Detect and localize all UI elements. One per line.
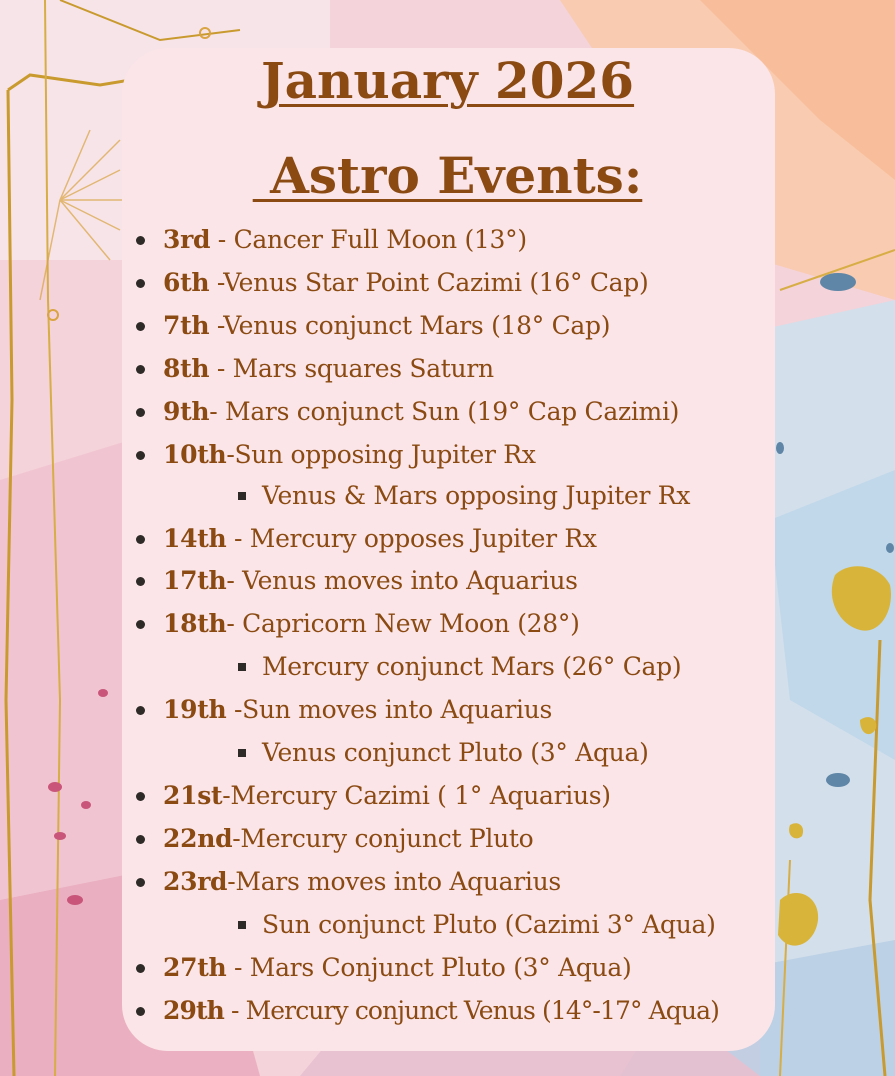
bullet-icon — [136, 535, 145, 544]
event-text: - Mercury conjunct Venus (14°-17° Aqua) — [223, 996, 719, 1025]
event-date: 3rd — [163, 225, 211, 254]
event-date: 10th — [163, 440, 227, 469]
event-subtext: Venus conjunct Pluto (3° Aqua) — [262, 738, 649, 767]
bullet-icon — [136, 835, 145, 844]
bullet-icon — [136, 792, 145, 801]
event-text: -Mars moves into Aquarius — [227, 867, 561, 896]
event-date: 21st — [163, 781, 223, 810]
event-date: 23rd — [163, 867, 228, 896]
event-item — [0, 521, 895, 557]
bullet-icon — [136, 322, 145, 331]
event-date: 9th — [163, 397, 210, 426]
event-text: - Cancer Full Moon (13°) — [210, 225, 527, 254]
event-item — [0, 950, 895, 986]
bullet-icon — [136, 279, 145, 288]
event-date: 19th — [163, 695, 227, 724]
bullet-icon — [136, 451, 145, 460]
bullet-icon — [136, 1007, 145, 1016]
event-date: 8th — [163, 354, 210, 383]
event-text: - Mars squares Saturn — [209, 354, 494, 383]
event-date: 27th — [163, 953, 227, 982]
event-item — [0, 778, 895, 814]
event-text: -Mercury conjunct Pluto — [232, 824, 534, 853]
event-text: - Mars Conjunct Pluto (3° Aqua) — [226, 953, 632, 982]
event-subtext: Venus & Mars opposing Jupiter Rx — [262, 481, 691, 510]
event-text: -Mercury Cazimi ( 1° Aquarius) — [222, 781, 611, 810]
event-date: 18th — [163, 609, 227, 638]
event-text: -Sun opposing Jupiter Rx — [226, 440, 536, 469]
bullet-icon — [136, 408, 145, 417]
event-item — [0, 563, 895, 599]
event-text: - Venus moves into Aquarius — [226, 566, 578, 595]
event-date: 29th — [163, 996, 224, 1025]
bullet-icon — [136, 365, 145, 374]
event-text: - Mars conjunct Sun (19° Cap Cazimi) — [209, 397, 680, 426]
event-text: -Venus Star Point Cazimi (16° Cap) — [209, 268, 649, 297]
square-bullet-icon — [238, 663, 246, 671]
event-item — [0, 351, 895, 387]
event-item — [0, 993, 895, 1029]
page-title-line2: Astro Events: — [252, 146, 643, 205]
event-text: -Venus conjunct Mars (18° Cap) — [209, 311, 611, 340]
square-bullet-icon — [238, 492, 246, 500]
square-bullet-icon — [238, 749, 246, 757]
event-text: - Capricorn New Moon (28°) — [226, 609, 580, 638]
event-date: 6th — [163, 268, 210, 297]
event-subtext: Sun conjunct Pluto (Cazimi 3° Aqua) — [262, 910, 716, 939]
event-item — [0, 308, 895, 344]
event-subitem — [0, 649, 895, 685]
event-text: - Mercury opposes Jupiter Rx — [226, 524, 597, 553]
event-item — [0, 265, 895, 301]
event-item — [0, 606, 895, 642]
event-date: 14th — [163, 524, 227, 553]
event-item — [0, 692, 895, 728]
square-bullet-icon — [238, 921, 246, 929]
event-subitem — [0, 735, 895, 771]
event-subtext: Mercury conjunct Mars (26° Cap) — [262, 652, 682, 681]
bullet-icon — [136, 706, 145, 715]
bullet-icon — [136, 878, 145, 887]
event-date: 7th — [163, 311, 210, 340]
bullet-icon — [136, 620, 145, 629]
bullet-icon — [136, 964, 145, 973]
event-item — [0, 821, 895, 857]
page-title-line1: January 2026 — [260, 51, 635, 110]
bullet-icon — [136, 577, 145, 586]
event-subitem — [0, 478, 895, 514]
event-item — [0, 222, 895, 258]
event-text: -Sun moves into Aquarius — [226, 695, 553, 724]
event-date: 22nd — [163, 824, 233, 853]
event-date: 17th — [163, 566, 227, 595]
event-item — [0, 394, 895, 430]
event-item — [0, 437, 895, 473]
event-item — [0, 864, 895, 900]
event-subitem — [0, 907, 895, 943]
bullet-icon — [136, 236, 145, 245]
